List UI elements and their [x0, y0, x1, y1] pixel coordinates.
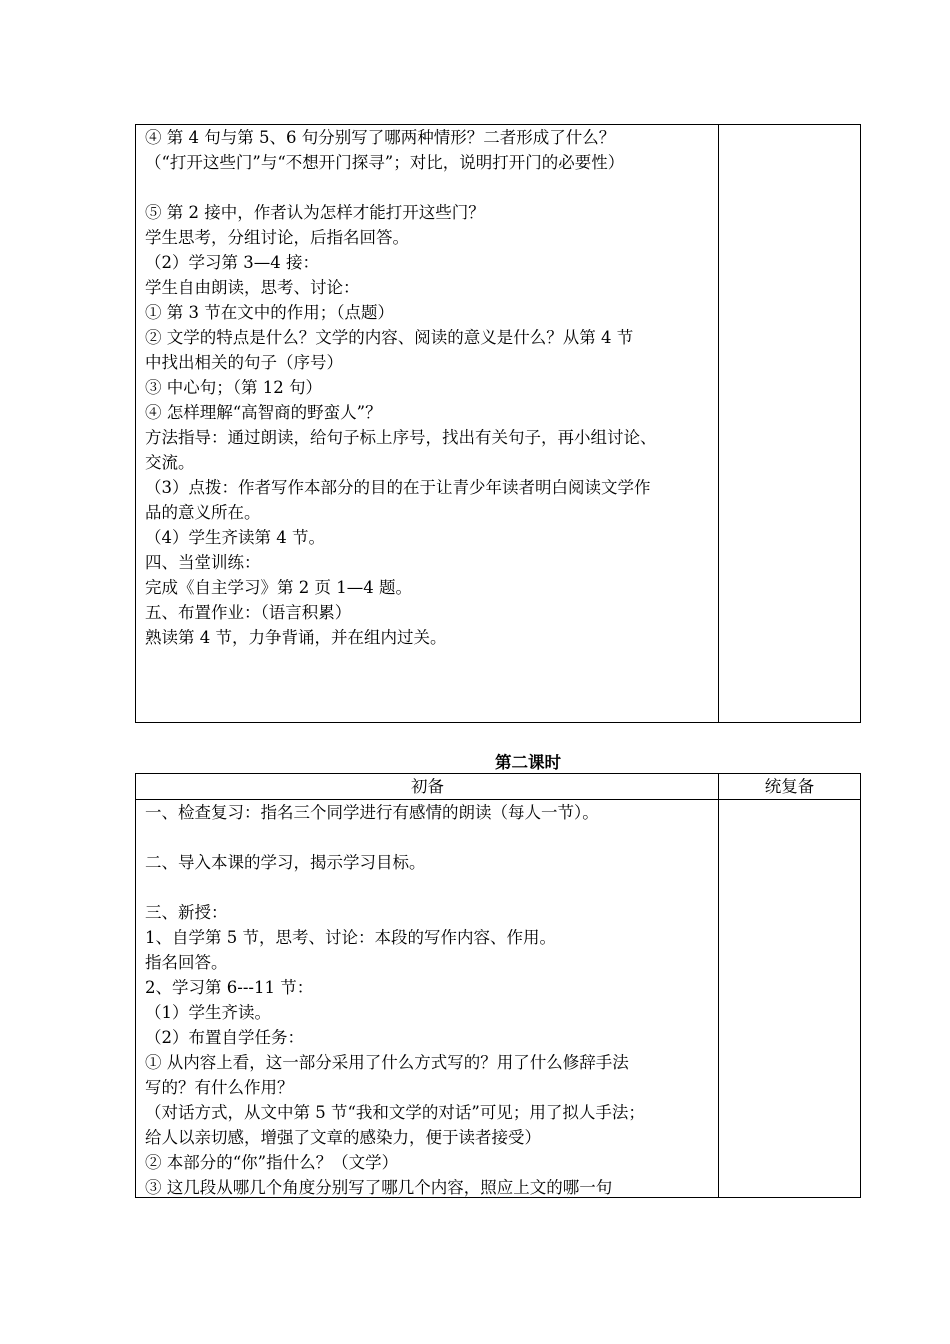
text-line: ② 本部分的“你”指什么？（文学）	[145, 1153, 399, 1172]
text-line	[145, 825, 712, 850]
text-line: 一、检查复习：指名三个同学进行有感情的朗读（每人一节）。	[145, 803, 599, 822]
text-line: 四、当堂训练：	[145, 553, 261, 572]
text-line: （1）学生齐读。	[145, 1003, 271, 1022]
content-lines	[145, 125, 712, 650]
text-line: 给人以亲切感，增强了文章的感染力，便于读者接受）	[145, 1128, 541, 1147]
text-line: ② 文学的特点是什么？文学的内容、阅读的意义是什么？从第 4 节	[145, 328, 634, 347]
text-line: （4）学生齐读第 4 节。	[145, 528, 325, 547]
text-line: 方法指导：通过朗读，给句子标上序号，找出有关句子，再小组讨论、	[145, 428, 657, 447]
section-title: 第二课时	[495, 753, 561, 772]
main-column	[136, 125, 719, 722]
text-line: （3）点拨：作者写作本部分的目的在于让青少年读者明白阅读文学作	[145, 478, 651, 497]
text-line: 2、学习第 6---11 节：	[145, 978, 314, 997]
text-line: （2）布置自学任务：	[145, 1028, 304, 1047]
text-line: ① 第 3 节在文中的作用；（点题）	[145, 303, 394, 322]
text-line: ③ 这几段从哪几个角度分别写了哪几个内容，照应上文的哪一句	[145, 1178, 613, 1197]
text-line: 1、自学第 5 节，思考、讨论：本段的写作内容、作用。	[145, 928, 556, 947]
text-line: 二、导入本课的学习，揭示学习目标。	[145, 853, 426, 872]
text-line	[145, 175, 712, 200]
text-line: ① 从内容上看，这一部分采用了什么方式写的？用了什么修辞手法	[145, 1053, 629, 1072]
text-line: 交流。	[145, 453, 195, 472]
text-line: 三、新授：	[145, 903, 228, 922]
side-column	[719, 774, 860, 1197]
text-line: ③ 中心句；（第 12 句）	[145, 378, 322, 397]
text-line: 学生思考，分组讨论，后指名回答。	[145, 228, 409, 247]
lesson-plan-table-1	[135, 124, 861, 723]
text-line: （2）学习第 3—4 接：	[145, 253, 319, 272]
text-line	[145, 875, 712, 900]
text-line: 学生自由朗读，思考、讨论：	[145, 278, 360, 297]
text-line: 品的意义所在。	[145, 503, 261, 522]
header-main: 初备	[411, 777, 444, 796]
text-line: 熟读第 4 节，力争背诵，并在组内过关。	[145, 628, 447, 647]
text-line: 完成《自主学习》第 2 页 1—4 题。	[145, 578, 412, 597]
side-column	[719, 125, 860, 722]
text-line: ④ 怎样理解“高智商的野蛮人”？	[145, 403, 382, 422]
header-side: 统复备	[764, 777, 815, 796]
text-line: ④ 第 4 句与第 5、6 句分别写了哪两种情形？二者形成了什么？	[145, 128, 616, 147]
content-lines	[145, 800, 712, 1200]
text-line: 中找出相关的句子（序号）	[145, 353, 343, 372]
text-line: 五、布置作业：（语言积累）	[145, 603, 352, 622]
main-column	[136, 774, 719, 1197]
text-line: （对话方式，从文中第 5 节“我和文学的对话”可见；用了拟人手法；	[145, 1103, 645, 1122]
lesson-plan-table-2	[135, 773, 861, 1198]
text-line: 写的？有什么作用？	[145, 1078, 294, 1097]
text-line: ⑤ 第 2 接中，作者认为怎样才能打开这些门？	[145, 203, 485, 222]
text-line: （“打开这些门”与“不想开门探寻”；对比，说明打开门的必要性）	[145, 153, 625, 172]
text-line: 指名回答。	[145, 953, 228, 972]
